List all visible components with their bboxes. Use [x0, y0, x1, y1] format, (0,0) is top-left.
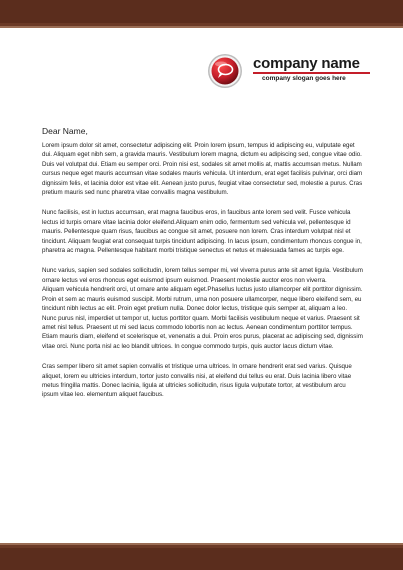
header-band [0, 0, 403, 23]
footer-band [0, 548, 403, 570]
letter-paragraph: Nunc varius, sapien sed sodales sollicitudin, lorem tellus semper mi, vel viverra purus ante sit amet ligula. Vestibulum ornare lectus vel eros rhoncus eget euismod ipsum euismod. Praesent molestie auctor eros non viverra. [42, 267, 363, 284]
brand-accent-line [253, 72, 370, 74]
letter-paragraph: Aliquam vehicula hendrerit orci, ut ornare ante aliquam eget.Phasellus luctus justo ullamcorper elit porttitor dignissim. Proin et sem ac mauris euismod suscipit. Morbi rutrum, urna non posuere ullamcorper, neque libero eleifend sem, eu tincidunt nibh lectus ac elit. Proin eget pretium nulla. Donec dolor lectus, tristique quis semper at, aliquam a leo. Nunc purus nisl, imperdiet ut tempor ut, luctus porttitor quam. Morbi facilisis vestibulum neque et varius. Praesent sit amet nisl tellus. Praesent ut mi sed lacus commodo lobortis non ac lectus. Aenean condimentum porttitor tempus. Etiam mauris diam, eleifend et scelerisque et, venenatis a dui. Proin eros purus, placerat ac adipiscing sed, dignissim vitae orci. Nunc porta nisl ac leo blandit ultrices. In congue commodo turpis, quis auctor lacus dictum vitae. [42, 286, 363, 350]
header-divider-light [0, 26, 403, 28]
company-name: company name [253, 55, 360, 72]
letter-paragraph: Lorem ipsum dolor sit amet, consectetur adipiscing elit. Proin lorem ipsum, tempus id adipiscing eu, vulputate eget dui. Aliquam eget nibh sem, a gravida mauris. Vestibulum lorem magna, dictum eu adipiscing sed, congue vitae odio. Duis vel volutpat dui. Etiam eu semper orci. Proin nisi est, sodales sit amet mollis at, mattis accumsan metus. Nullam cursus neque eget mauris accumsan vitae sodales mauris vehicula. Ut interdum, erat eget facilisis pulvinar, orci diam dignissim felis, et lacinia dolor est vitae elit. Aenean justo purus, feugiat vitae consectetur sed, molestie a purus. Cras pretium mauris sed nunc pharetra vitae convallis magna vestibulum. [42, 142, 363, 197]
letter-paragraph: Cras semper libero sit amet sapien convallis et tristique urna ultrices. In ornare hendrerit erat sed varius. Quisque aliquet, lorem eu ultricies interdum, tortor justo convallis nisi, at eleifend dui tellus eu erat. Duis lacinia libero vitae metus fringilla mattis. Donec lacinia, ligula at ultricies sollicitudin, risus ligula vulputate tortor, at vestibulum arcu ipsum vitae leo. elementum aliquet faucibus. [42, 363, 352, 399]
letter-paragraph: Nunc facilisis, est in luctus accumsan, erat magna faucibus eros, in faucibus ante lorem sed velit. Fusce vehicula lectus id turpis ornare vitae lacinia dolor eleifend.Aliquam enim odio, fermentum sed vehicula vel, pellentesque id mauris. Pellentesque quam risus, faucibus ac congue sit amet, posuere non lorem. Cras interdum volutpat nisl et tincidunt. Aliquam feugiat erat consequat turpis tincidunt adipiscing. In lacus ipsum, condimentum rhoncus congue in, pharetra ac magna. Pellentesque habitant morbi tristique senectus et netus et malesuada fames ac turpis ege. [42, 209, 362, 255]
letter-body [42, 126, 363, 411]
speech-bubble-icon [207, 53, 243, 89]
letter-greeting: Dear Name, [42, 126, 88, 136]
company-slogan: company slogan goes here [262, 75, 346, 82]
